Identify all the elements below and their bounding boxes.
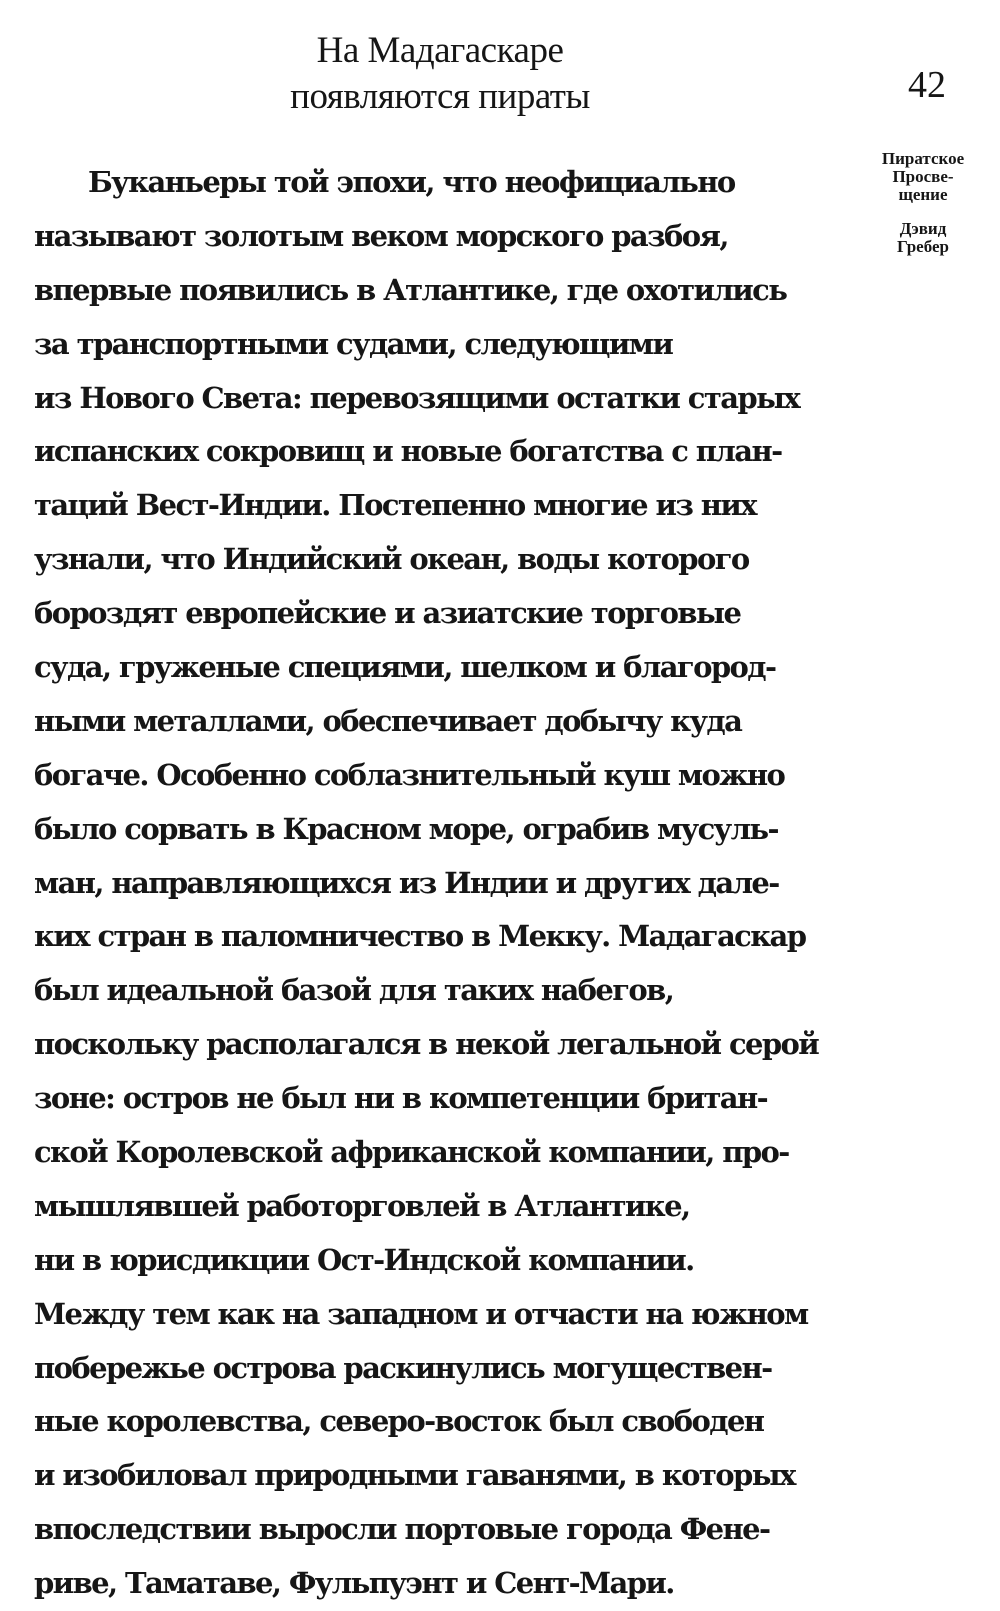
text-line: был идеальной базой для таких набегов, bbox=[34, 973, 674, 1008]
text-line: побережье острова раскинулись могуществен- bbox=[34, 1350, 772, 1385]
text-line: ные королевства, северо-восток был свободен bbox=[34, 1404, 764, 1439]
text-line: ни в юрисдикции Ост-Индской компании. bbox=[34, 1242, 694, 1277]
chapter-title bbox=[250, 28, 630, 120]
author-name-line-2: Гребер bbox=[896, 237, 950, 256]
book-title bbox=[868, 150, 978, 204]
text-line: риве, Таматаве, Фульпуэнт и Сент-Мари. bbox=[34, 1566, 674, 1601]
text-line: и изобиловал природными гаванями, в которых bbox=[34, 1458, 795, 1493]
book-title-line-2: Просве- bbox=[892, 167, 954, 186]
text-line: зоне: остров не был ни в компетенции британ- bbox=[34, 1081, 768, 1116]
text-line: впоследствии выросли портовые города Фене- bbox=[34, 1512, 770, 1547]
chapter-title-line-1: На Мадагаскаре bbox=[316, 30, 564, 71]
book-title-line-1: Пиратское bbox=[881, 149, 965, 168]
body-paragraph bbox=[34, 156, 874, 1611]
text-line: мышлявшей работорговлей в Атлантике, bbox=[34, 1188, 690, 1223]
text-line: называют золотым веком морского разбоя, bbox=[34, 218, 728, 253]
running-sidebar bbox=[868, 150, 978, 256]
author-name-line-1: Дэвид bbox=[899, 219, 947, 238]
text-line: бороздят европейские и азиатские торговые bbox=[34, 596, 741, 631]
text-line: Буканьеры той эпохи, что неофициально bbox=[88, 165, 735, 199]
page-number: 42 bbox=[908, 64, 946, 106]
chapter-title-line-2: появляются пираты bbox=[290, 76, 590, 117]
text-line: ской Королевской африканской компании, про- bbox=[34, 1135, 789, 1170]
text-line: таций Вест-Индии. Постепенно многие из них bbox=[34, 488, 756, 523]
text-line: из Нового Света: перевозящими остатки старых bbox=[34, 380, 800, 415]
text-line: суда, груженые специями, шелком и благород- bbox=[34, 650, 776, 685]
text-line: впервые появились в Атлантике, где охотились bbox=[34, 272, 787, 307]
text-line: богаче. Особенно соблазнительный куш можно bbox=[34, 757, 785, 792]
text-line: за транспортными судами, следующими bbox=[34, 326, 673, 361]
text-line: испанских сокровищ и новые богатства с план- bbox=[34, 434, 782, 469]
text-line: ными металлами, обеспечивает добычу куда bbox=[34, 703, 742, 738]
text-line: было сорвать в Красном море, ограбив мусуль- bbox=[34, 811, 778, 846]
author-name bbox=[868, 220, 978, 256]
text-line: ких стран в паломничество в Мекку. Мадагаскар bbox=[34, 919, 806, 954]
book-title-line-3: щение bbox=[898, 185, 948, 204]
text-line: поскольку располагался в некой легальной серой bbox=[34, 1027, 819, 1062]
text-line: узнали, что Индийский океан, воды которого bbox=[34, 542, 749, 577]
text-line: Между тем как на западном и отчасти на южном bbox=[34, 1296, 808, 1331]
text-line: ман, направляющихся из Индии и других дале- bbox=[34, 865, 779, 900]
